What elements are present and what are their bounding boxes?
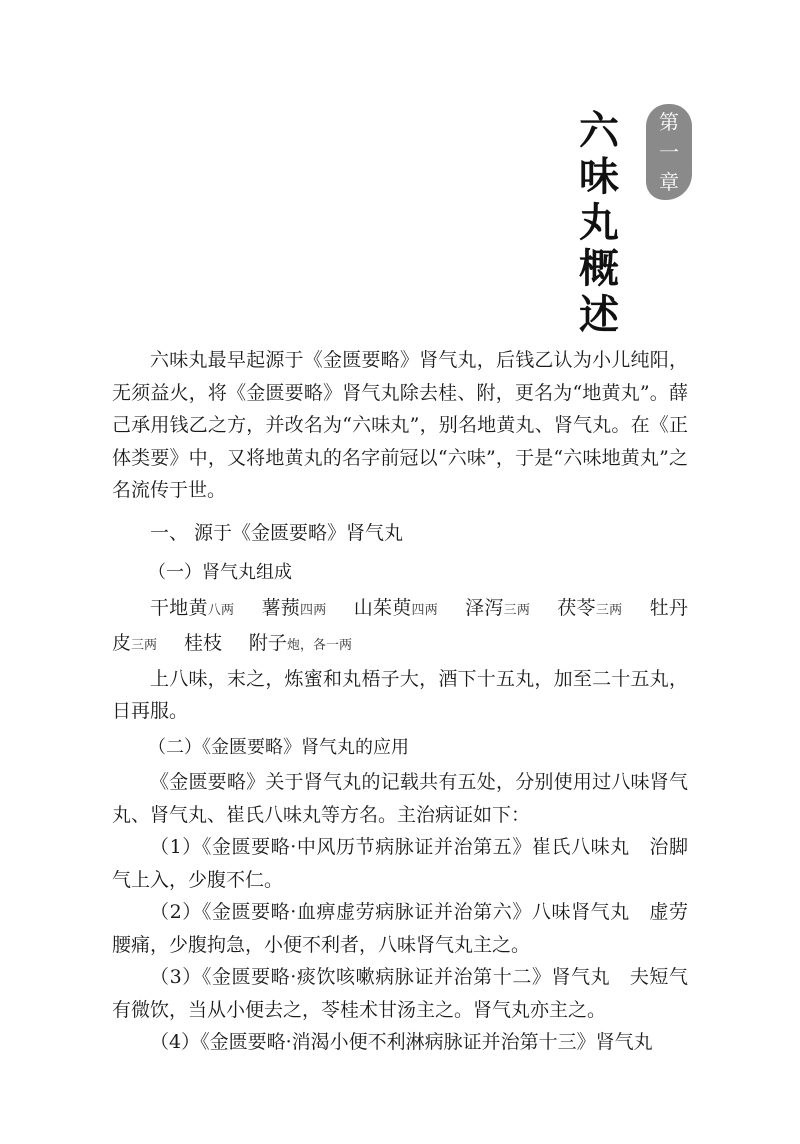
herb-item bbox=[557, 597, 622, 619]
herb-item bbox=[184, 632, 222, 654]
preparation-paragraph: 上八味，末之，炼蜜和丸梧子大，酒下十五丸，加至二十五丸，日再服。 bbox=[112, 667, 688, 722]
body-text bbox=[112, 344, 688, 1059]
herb-dose: 炮，各一两 bbox=[286, 638, 352, 653]
herb-dose: 八两 bbox=[207, 602, 235, 618]
herb-item bbox=[261, 597, 326, 619]
herb-item bbox=[249, 632, 352, 654]
herb-name: 干地黄 bbox=[150, 596, 208, 619]
chapter-title-char: 述 bbox=[579, 291, 619, 338]
chapter-title-char: 丸 bbox=[579, 199, 619, 246]
chapter-title-char: 味 bbox=[579, 153, 619, 200]
chapter-label-char: 第 bbox=[659, 110, 679, 134]
chapter-number-badge bbox=[646, 104, 692, 200]
chapter-label-char: 章 bbox=[659, 170, 679, 194]
herb-name: 牡丹皮 bbox=[112, 596, 688, 654]
herb-dose: 三两 bbox=[503, 602, 531, 618]
herb-name: 薯蓣 bbox=[261, 596, 300, 619]
application-item: （2）《金匮要略·血痹虚劳病脉证并治第六》八味肾气丸 虚劳腰痛，少腹拘急，小便不利者，八味肾气丸主之。 bbox=[112, 901, 688, 956]
intro-paragraph: 六味丸最早起源于《金匮要略》肾气丸，后钱乙认为小儿纯阳，无须益火，将《金匮要略》肾气丸除去桂、附，更名为“地黄丸”。薛己承用钱乙之方，并改名为“六味丸”，别名地黄丸、肾气丸。在《正体类要》中，又将地黄丸的名字前冠以“六味”，于是“六味地黄丸”之名流传于世。 bbox=[112, 349, 688, 501]
chapter-title-char: 六 bbox=[579, 107, 619, 154]
application-intro: 《金匮要略》关于肾气丸的记载共有五处，分别使用过八味肾气丸、肾气丸、崔氏八味丸等方名。主治病证如下： bbox=[112, 771, 688, 826]
herb-dose: 三两 bbox=[131, 638, 158, 653]
subsection-heading: （二）《金匮要略》肾气丸的应用 bbox=[148, 736, 409, 758]
herb-name: 泽泻 bbox=[465, 596, 504, 619]
herb-name: 茯苓 bbox=[557, 596, 596, 619]
application-item: （4）《金匮要略·消渴小便不利淋病脉证并治第十三》肾气丸 bbox=[150, 1031, 653, 1053]
application-item: （3）《金匮要略·痰饮咳嗽病脉证并治第十二》肾气丸 夫短气有微饮，当从小便去之，苓桂术甘汤主之。肾气丸亦主之。 bbox=[112, 966, 688, 1021]
herb-name: 桂枝 bbox=[183, 632, 222, 654]
section-heading: 一、 源于《金匮要略》肾气丸 bbox=[150, 521, 404, 544]
herb-item bbox=[354, 597, 438, 619]
herb-dose: 三两 bbox=[595, 602, 623, 618]
herb-name: 山茱萸 bbox=[353, 596, 412, 619]
herb-list bbox=[112, 592, 688, 663]
chapter-title bbox=[574, 108, 624, 338]
herb-dose: 四两 bbox=[411, 602, 438, 618]
chapter-label-char: 一 bbox=[659, 140, 679, 164]
herb-item bbox=[150, 597, 234, 619]
herb-item bbox=[465, 597, 530, 619]
chapter-title-char: 概 bbox=[579, 245, 619, 292]
application-item: （1）《金匮要略·中风历节病脉证并治第五》崔氏八味丸 治脚气上入，少腹不仁。 bbox=[112, 836, 688, 891]
subsection-heading: （一）肾气丸组成 bbox=[148, 562, 292, 583]
herb-dose: 四两 bbox=[299, 602, 327, 618]
herb-name: 附子 bbox=[248, 632, 287, 654]
